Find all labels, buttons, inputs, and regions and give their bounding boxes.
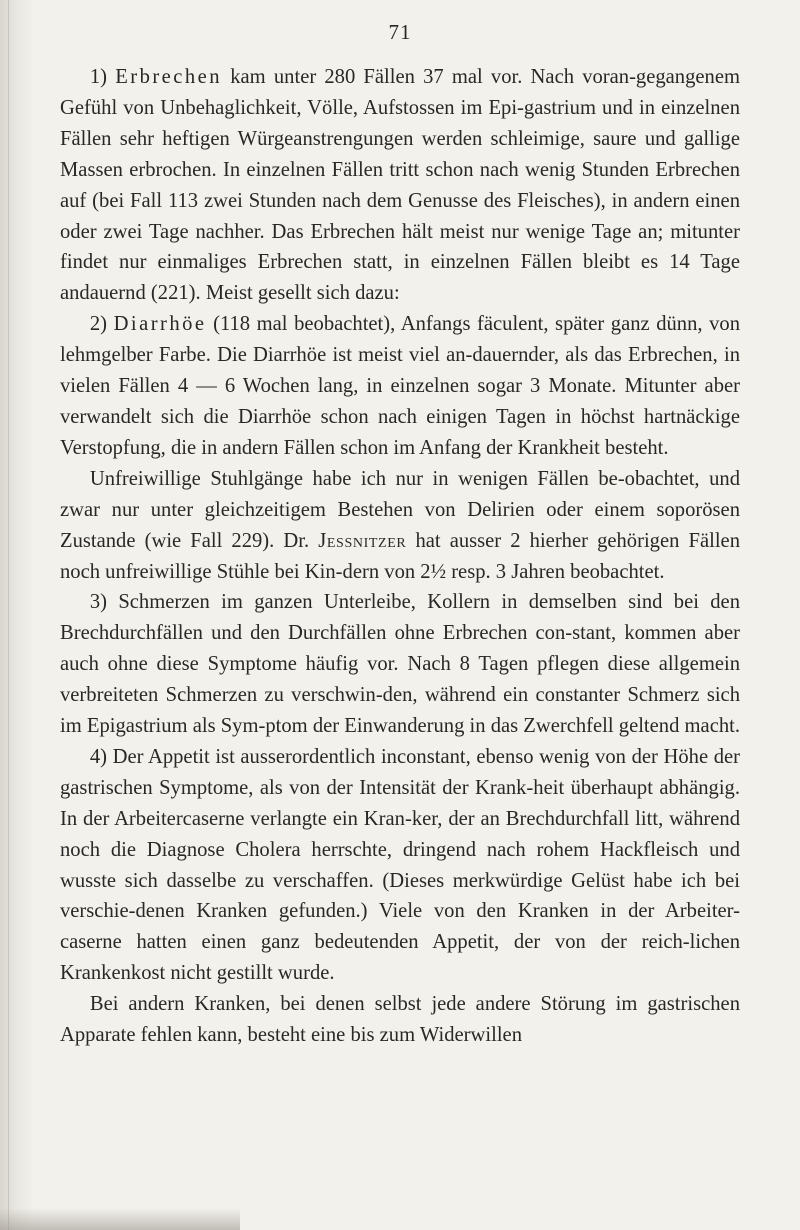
author-name: Jessnitzer — [318, 529, 407, 552]
emphasized-term: Erbrechen — [115, 66, 223, 88]
paragraph-text: kam unter 280 Fällen 37 mal vor. Nach voran-gegangenem Gefühl von Unbehaglichkeit, Völle, Aufstossen im Epi-gastrium und in einzelnen Fällen sehr heftigen Würgeanstrengungen werden schleimige, saure und gallige Massen erbrochen. In einzelnen Fällen tritt schon nach wenig Stunden Erbrechen auf (bei Fall 113 zwei Stunden nach dem Genusse des Fleisches), in andern einen oder zwei Tage nachher. Das Erbrechen hält meist nur wenige Tage an; mitunter findet nur einmaliges Erbrechen statt, in einzelnen Fällen bleibt es 14 Tage andauernd (221). Meist gesellt sich dazu: — [60, 66, 740, 305]
item-number: 2) — [89, 313, 108, 336]
paragraph-andere-kranke: Bei andern Kranken, bei denen selbst jede andere Störung im gastrischen Apparate fehlen kann, besteht eine bis zum Widerwillen — [60, 993, 740, 1047]
item-number: 1) — [89, 66, 108, 88]
paragraph-erbrechen — [60, 62, 740, 309]
paragraph-diarrhoe — [60, 309, 740, 464]
paragraph-text: (118 mal beobachtet), Anfangs fäculent, später ganz dünn, von lehmgelber Farbe. Die Diarrhöe ist meist viel an-dauernder, als das Erbrechen, in vielen Fällen 4 — 6 Wochen lang, in einzelnen sogar 3 Monate. Mitunter aber verwandelt sich die Diarrhöe schon nach einigen Tagen in höchst hartnäckige Verstopfung, die in andern Fällen schon im Anfang der Krankheit besteht. — [60, 313, 740, 459]
body-text — [60, 62, 740, 1051]
paragraph-schmerzen: 3) Schmerzen im ganzen Unterleibe, Kollern in demselben sind bei den Brechdurchfällen und den Durchfällen ohne Erbrechen con-stant, kommen aber auch ohne diese Symptome häufig vor. Nach 8 Tagen pflegen diese allgemein verbreiteten Schmerzen zu verschwin-den, während ein constanter Schmerz sich im Epigastrium als Sym-ptom der Einwanderung in das Zwerchfell geltend macht. — [60, 591, 740, 738]
emphasized-term: Diarrhöe — [113, 313, 207, 336]
page-number: 71 — [388, 20, 412, 44]
paragraph-text: Unfreiwillige Stuhlgänge habe ich nur in wenigen Fällen be-obachtet, und zwar nur unter gleichzeitigem Bestehen von Delirien oder einem soporösen Zustande (wie Fall 229). Dr. — [60, 467, 740, 552]
paragraph-appetit: 4) Der Appetit ist ausserordentlich inconstant, ebenso wenig von der Höhe der gastrischen Symptome, als von der Intensität der Krank-heit überhaupt abhängig. In der Arbeitercaserne verlangte ein Kran-ker, der an Brechdurchfall litt, während noch die Diagnose Cholera herrschte, dringend nach rohem Hackfleisch und wusste sich dasselbe zu verschaffen. (Dieses merkwürdige Gelüst habe ich bei verschie-denen Kranken gefunden.) Viele von den Kranken in der Arbeiter-caserne hatten einen ganz bedeutenden Appetit, der von der reich-lichen Krankenkost nicht gestillt wurde. — [60, 745, 740, 985]
page-bottom-shadow — [0, 1208, 240, 1230]
paragraph-stuhlgaenge — [60, 464, 740, 588]
paragraph-text: hat ausser 2 hierher gehörigen Fällen noch unfreiwillige Stühle bei Kin-dern von 2½ resp. 3 Jahren beobachtet. — [60, 529, 740, 583]
page-edge-shadow — [0, 0, 34, 1230]
